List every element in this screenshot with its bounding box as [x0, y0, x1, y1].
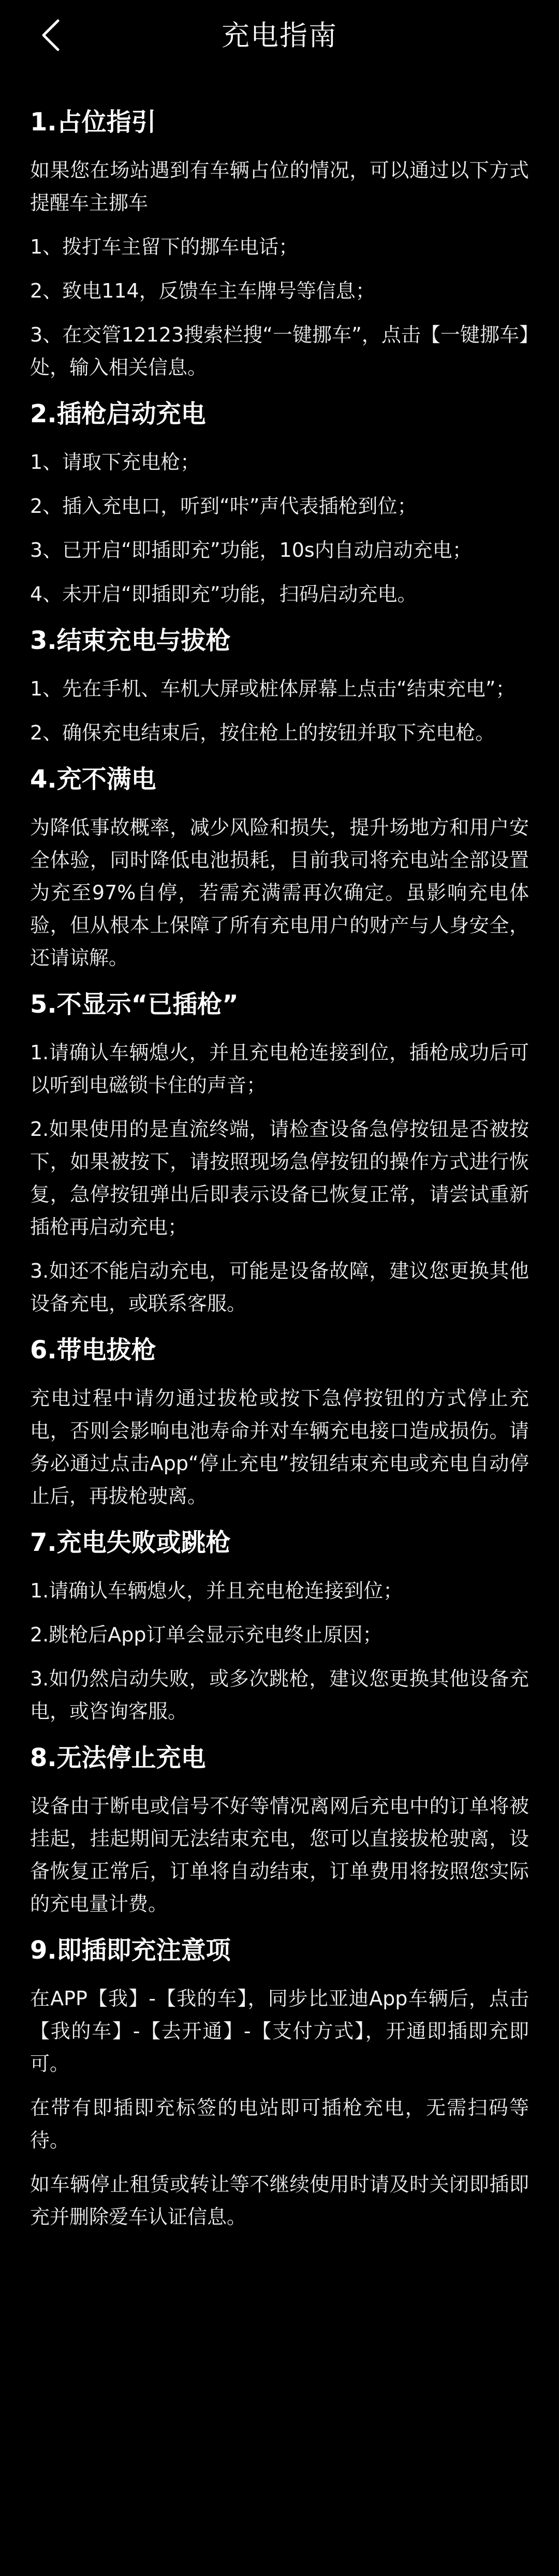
paragraph: 2、致电114，反馈车主车牌号等信息；: [30, 279, 375, 302]
paragraph: 2、确保充电结束后，按住枪上的按钮并取下充电枪。: [30, 721, 495, 744]
section-title: 2.插枪启动充电: [30, 399, 206, 428]
section-title: 1.占位指引: [30, 108, 156, 137]
section-title: 7.充电失败或跳枪: [30, 1528, 231, 1557]
paragraph: 如果您在场站遇到有车辆占位的情况，可以通过以下方式提醒车主挪车: [30, 159, 529, 214]
section-charge-failure: [30, 1524, 529, 1728]
section-plug-start: [30, 395, 529, 611]
section-plug-and-charge: [30, 1932, 529, 2233]
paragraph: 3、已开启“即插即充”功能，10s内自动启动充电；: [30, 539, 472, 561]
page-title: 充电指南: [222, 19, 337, 52]
paragraph: 3、在交管12123搜索栏搜“一键挪车”，点击【一键挪车】处，输入相关信息。: [30, 323, 529, 379]
section-live-unplug: [30, 1331, 529, 1513]
paragraph: 如车辆停止租赁或转让等不继续使用时请及时关闭即插即充并删除爱车认证信息。: [30, 2173, 529, 2228]
section-title: 5.不显示“已插枪”: [30, 990, 239, 1019]
section-title: 9.即插即充注意项: [30, 1936, 231, 1965]
paragraph: 1、拨打车主留下的挪车电话；: [30, 235, 299, 258]
paragraph: 1.请确认车辆熄火，并且充电枪连接到位，插枪成功后可以听到电磁锁卡住的声音；: [30, 1041, 529, 1097]
section-title: 8.无法停止充电: [30, 1743, 206, 1772]
top-navigation-bar: [0, 0, 559, 72]
paragraph: 2.跳枪后App订单会显示充电终止原因；: [30, 1623, 383, 1646]
paragraph: 在带有即插即充标签的电站即可插枪充电，无需扫码等待。: [30, 2096, 529, 2152]
section-end-charging: [30, 622, 529, 749]
paragraph: 1、请取下充电枪；: [30, 451, 200, 473]
paragraph: 充电过程中请勿通过拔枪或按下急停按钮的方式停止充电，否则会影响电池寿命并对车辆充电接口造成损伤。请务必通过点击App“停止充电”按钮结束充电或充电自动停止后，再拔枪驶离。: [30, 1387, 529, 1507]
paragraph: 1.请确认车辆熄火，并且充电枪连接到位；: [30, 1579, 403, 1602]
paragraph: 为降低事故概率，减少风险和损失，提升场地方和用户安全体验，同时降低电池损耗，目前我司将充电站全部设置为充至97%自停，若需充满需再次确定。虽影响充电体验，但从根本上保障了所有充电用户的财产与人身安全，还请谅解。: [30, 816, 529, 969]
paragraph: 2.如果使用的是直流终端，请检查设备急停按钮是否被按下，如果被按下，请按照现场急停按钮的操作方式进行恢复，急停按钮弹出后即表示设备已恢复正常，请尝试重新插枪再启动充电；: [30, 1118, 529, 1238]
section-title: 4.充不满电: [30, 765, 156, 794]
section-not-plugged-in: [30, 986, 529, 1320]
charging-guide-content: [0, 72, 559, 2233]
section-title: 6.带电拔枪: [30, 1336, 156, 1365]
paragraph: 在APP【我】-【我的车】，同步比亚迪App车辆后，点击【我的车】-【去开通】-【支付方式】，开通即插即充即可。: [30, 1987, 529, 2075]
paragraph: 2、插入充电口，听到“咔”声代表插枪到位；: [30, 495, 417, 517]
paragraph: 3.如还不能启动充电，可能是设备故障，建议您更换其他设备充电，或联系客服。: [30, 1260, 529, 1315]
section-cannot-stop: [30, 1739, 529, 1920]
paragraph: 设备由于断电或信号不好等情况离网后充电中的订单将被挂起，挂起期间无法结束充电，您可以直接拔枪驶离，设备恢复正常后，订单将自动结束，订单费用将按照您实际的充电量计费。: [30, 1795, 529, 1915]
section-title: 3.结束充电与拔枪: [30, 626, 231, 655]
section-parking-occupancy: [30, 103, 529, 384]
paragraph: 1、先在手机、车机大屏或桩体屏幕上点击“结束充电”；: [30, 677, 516, 700]
paragraph: 4、未开启“即插即充”功能，扫码启动充电。: [30, 583, 417, 605]
paragraph: 3.如仍然启动失败，或多次跳枪，建议您更换其他设备充电，或咨询客服。: [30, 1667, 529, 1723]
section-not-full: [30, 761, 529, 974]
